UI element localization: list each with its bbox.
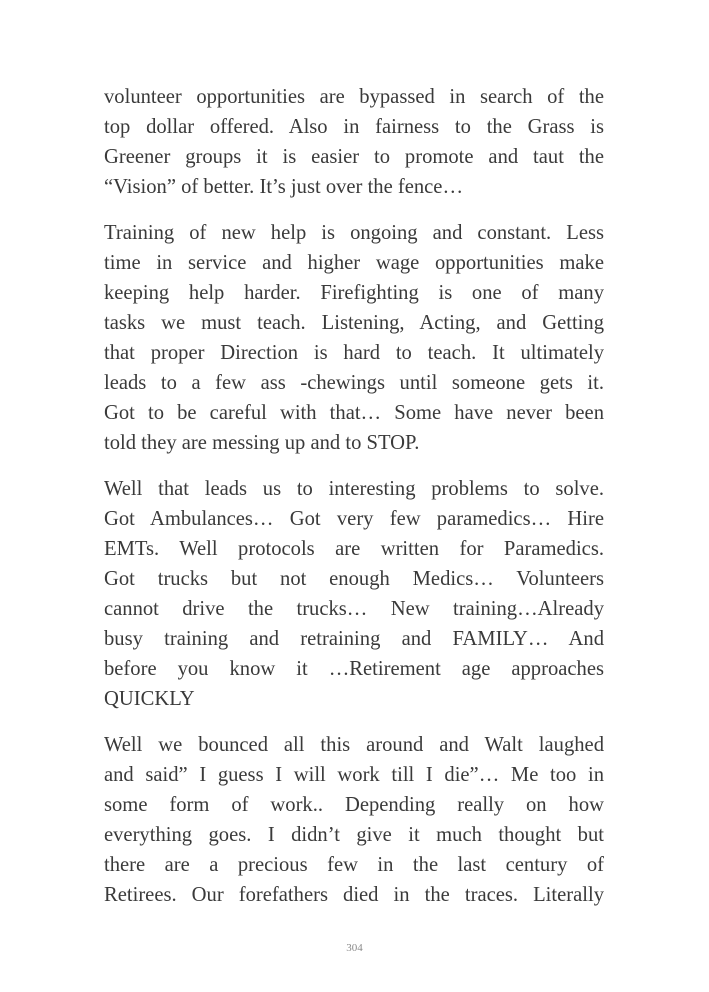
text-line: Retirees. Our forefathers died in the traces. Literally bbox=[104, 884, 604, 906]
text-line: keeping help harder. Firefighting is one of many bbox=[104, 282, 604, 304]
text-line: Got to be careful with that… Some have never been bbox=[104, 402, 604, 424]
text-line: everything goes. I didn’t give it much thought but bbox=[104, 824, 604, 846]
text-line: that proper Direction is hard to teach. It ultimately bbox=[104, 342, 604, 364]
text-line: there are a precious few in the last century of bbox=[104, 854, 604, 876]
paragraph-1 bbox=[104, 82, 604, 202]
text-line: some form of work.. Depending really on how bbox=[104, 794, 604, 816]
body-text bbox=[104, 82, 604, 926]
text-line: busy training and retraining and FAMILY… And bbox=[104, 628, 604, 650]
page-number: 304 bbox=[346, 942, 363, 954]
text-line: Training of new help is ongoing and constant. Less bbox=[104, 222, 604, 244]
text-line: told they are messing up and to STOP. bbox=[104, 432, 420, 454]
text-line: QUICKLY bbox=[104, 688, 195, 710]
text-line: Got Ambulances… Got very few paramedics… Hire bbox=[104, 508, 604, 530]
text-line: time in service and higher wage opportunities make bbox=[104, 252, 604, 274]
text-line: Got trucks but not enough Medics… Volunteers bbox=[104, 568, 604, 590]
paragraph-2 bbox=[104, 218, 604, 458]
paragraph-4 bbox=[104, 730, 604, 910]
paragraph-3 bbox=[104, 474, 604, 714]
text-line: tasks we must teach. Listening, Acting, and Getting bbox=[104, 312, 604, 334]
text-line: Greener groups it is easier to promote and taut the bbox=[104, 146, 604, 168]
text-line: cannot drive the trucks… New training…Already bbox=[104, 598, 604, 620]
text-line: leads to a few ass -chewings until someone gets it. bbox=[104, 372, 604, 394]
text-line: top dollar offered. Also in fairness to the Grass is bbox=[104, 116, 604, 138]
text-line: EMTs. Well protocols are written for Paramedics. bbox=[104, 538, 604, 560]
text-line: “Vision” of better. It’s just over the fence… bbox=[104, 176, 464, 198]
text-line: Well that leads us to interesting problems to solve. bbox=[104, 478, 604, 500]
text-line: before you know it …Retirement age approaches bbox=[104, 658, 604, 680]
text-line: Well we bounced all this around and Walt laughed bbox=[104, 734, 604, 756]
text-line: volunteer opportunities are bypassed in search of the bbox=[104, 86, 604, 108]
text-line: and said” I guess I will work till I die”… Me too in bbox=[104, 764, 604, 786]
